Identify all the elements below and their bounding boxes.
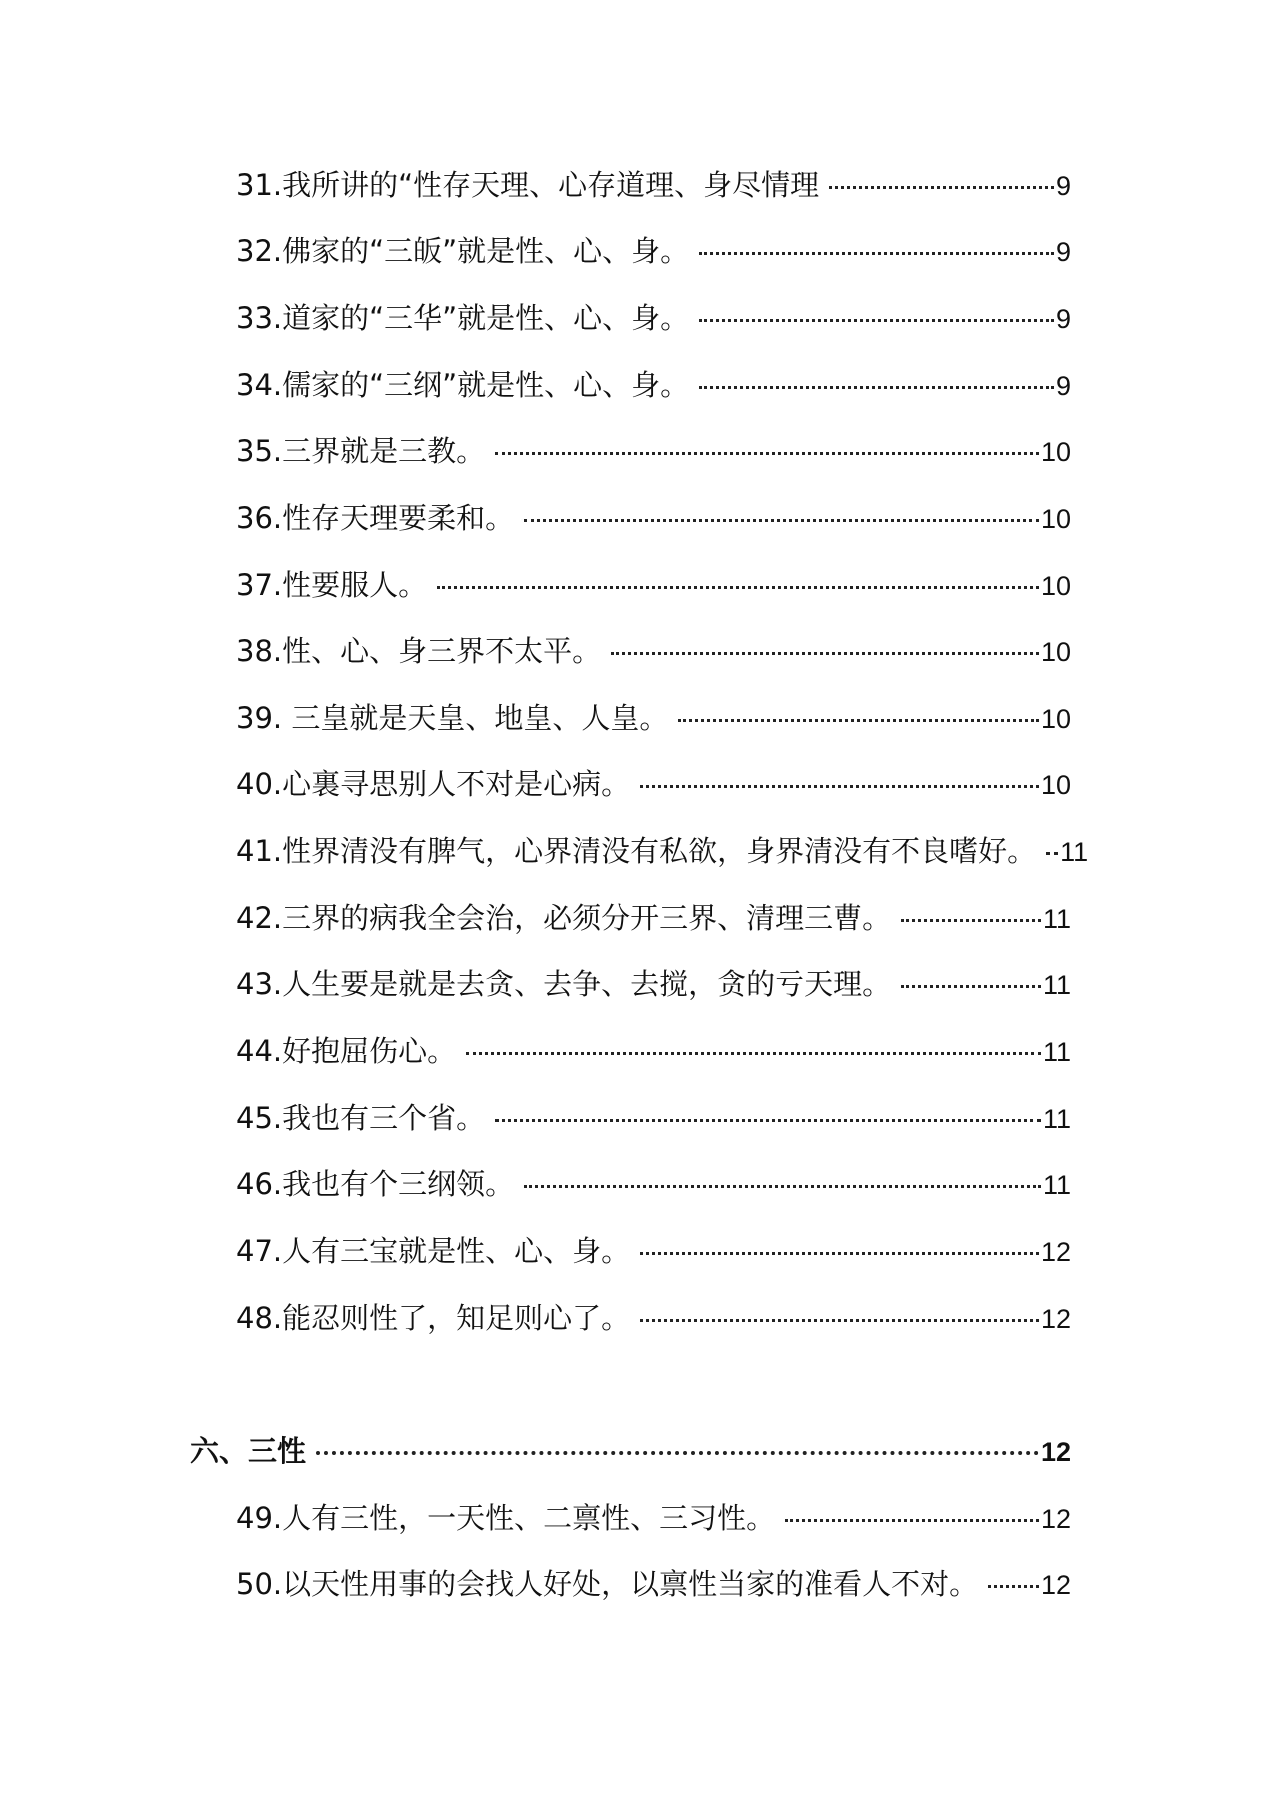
toc-page-number: 12 (1040, 1504, 1071, 1534)
toc-entry-40[interactable] (236, 762, 1071, 806)
toc-entry-label: 46.我也有个三纲领。 (236, 1167, 515, 1201)
toc-entry-46[interactable] (236, 1162, 1071, 1206)
toc-section-label: 六、三性 (190, 1434, 307, 1468)
toc-entry-label: 32.佛家的“三皈”就是性、心、身。 (236, 234, 690, 268)
toc-page-number: 12 (1040, 1237, 1071, 1267)
toc-entry-38[interactable] (236, 629, 1071, 673)
toc-page-number: 9 (1055, 371, 1071, 401)
toc-entry-45[interactable] (236, 1096, 1071, 1140)
toc-page-number: 10 (1040, 770, 1071, 800)
dot-leader (524, 1185, 1041, 1188)
dot-leader (901, 985, 1041, 988)
toc-entry-label: 40.心裏寻思别人不对是心病。 (236, 767, 631, 801)
dot-leader (829, 186, 1054, 189)
toc-page-number: 11 (1042, 1104, 1071, 1134)
dot-leader (437, 586, 1039, 589)
toc-entry-34[interactable] (236, 363, 1071, 407)
toc-entry-label: 36.性存天理要柔和。 (236, 501, 515, 535)
toc-entry-label: 39. 三皇就是天皇、地皇、人皇。 (236, 701, 669, 735)
toc-entry-41[interactable] (236, 829, 1089, 873)
toc-page-number: 9 (1055, 304, 1071, 334)
toc-page-number: 11 (1042, 1170, 1071, 1200)
toc-entry-36[interactable] (236, 496, 1071, 540)
dot-leader (611, 652, 1039, 655)
dot-leader (524, 519, 1039, 522)
toc-entry-31[interactable] (236, 163, 1071, 207)
toc-entry-49[interactable] (236, 1496, 1071, 1540)
toc-page-number: 11 (1042, 904, 1071, 934)
toc-entry-label: 33.道家的“三华”就是性、心、身。 (236, 301, 690, 335)
toc-entry-label: 34.儒家的“三纲”就是性、心、身。 (236, 368, 690, 402)
dot-leader (640, 785, 1039, 788)
toc-page-number: 9 (1055, 171, 1071, 201)
toc-entry-37[interactable] (236, 563, 1071, 607)
toc-section-heading[interactable] (190, 1429, 1071, 1473)
toc-entry-label: 45.我也有三个省。 (236, 1101, 486, 1135)
toc-entry-50[interactable] (236, 1562, 1071, 1606)
toc-entry-35[interactable] (236, 429, 1071, 473)
toc-entry-label: 49.人有三性，一天性、二禀性、三习性。 (236, 1501, 776, 1535)
toc-page-number: 11 (1042, 1037, 1071, 1067)
dot-leader (640, 1319, 1039, 1322)
toc-entry-48[interactable] (236, 1296, 1071, 1340)
dot-leader (466, 1052, 1041, 1055)
toc-entry-label: 37.性要服人。 (236, 568, 428, 602)
toc-page-number: 10 (1040, 437, 1071, 467)
toc-entry-label: 44.好抱屈伤心。 (236, 1034, 457, 1068)
toc-page-number: 12 (1040, 1437, 1071, 1467)
toc-entry-label: 42.三界的病我全会治，必须分开三界、清理三曹。 (236, 901, 892, 935)
toc-entry-42[interactable] (236, 896, 1071, 940)
dot-leader (495, 1119, 1041, 1122)
toc-entry-43[interactable] (236, 962, 1071, 1006)
toc-entry-label: 38.性、心、身三界不太平。 (236, 634, 602, 668)
toc-entry-39[interactable] (236, 696, 1071, 740)
dot-leader (785, 1519, 1039, 1522)
toc-page-number: 12 (1040, 1304, 1071, 1334)
dot-leader (495, 452, 1039, 455)
dot-leader (678, 719, 1039, 722)
dot-leader (988, 1585, 1039, 1588)
toc-entry-label: 50.以天性用事的会找人好处，以禀性当家的准看人不对。 (236, 1567, 979, 1601)
toc-entry-32[interactable] (236, 229, 1071, 273)
toc-entry-44[interactable] (236, 1029, 1071, 1073)
toc-entry-label: 48.能忍则性了，知足则心了。 (236, 1301, 631, 1335)
toc-page-number: 10 (1040, 571, 1071, 601)
dot-leader (699, 386, 1054, 389)
toc-page-number: 9 (1055, 237, 1071, 267)
dot-leader (699, 319, 1054, 322)
toc-page-number: 10 (1040, 504, 1071, 534)
toc-entry-label: 31.我所讲的“性存天理、心存道理、身尽情理 (236, 168, 820, 202)
toc-page-number: 11 (1060, 837, 1089, 867)
toc-page-number: 10 (1040, 704, 1071, 734)
toc-entry-label: 47.人有三宝就是性、心、身。 (236, 1234, 631, 1268)
toc-entry-33[interactable] (236, 296, 1071, 340)
dot-leader (316, 1451, 1039, 1455)
dot-leader (901, 919, 1041, 922)
dot-leader (1046, 852, 1058, 855)
dot-leader (699, 252, 1054, 255)
dot-leader (640, 1252, 1039, 1255)
toc-page-number: 10 (1040, 637, 1071, 667)
toc-page-number: 12 (1040, 1570, 1071, 1600)
toc-entry-label: 43.人生要是就是去贪、去争、去搅，贪的亏天理。 (236, 967, 892, 1001)
toc-entry-label: 41.性界清没有脾气，心界清没有私欲，身界清没有不良嗜好。 (236, 834, 1037, 868)
toc-entry-label: 35.三界就是三教。 (236, 434, 486, 468)
toc-entry-47[interactable] (236, 1229, 1071, 1273)
toc-page-number: 11 (1042, 970, 1071, 1000)
